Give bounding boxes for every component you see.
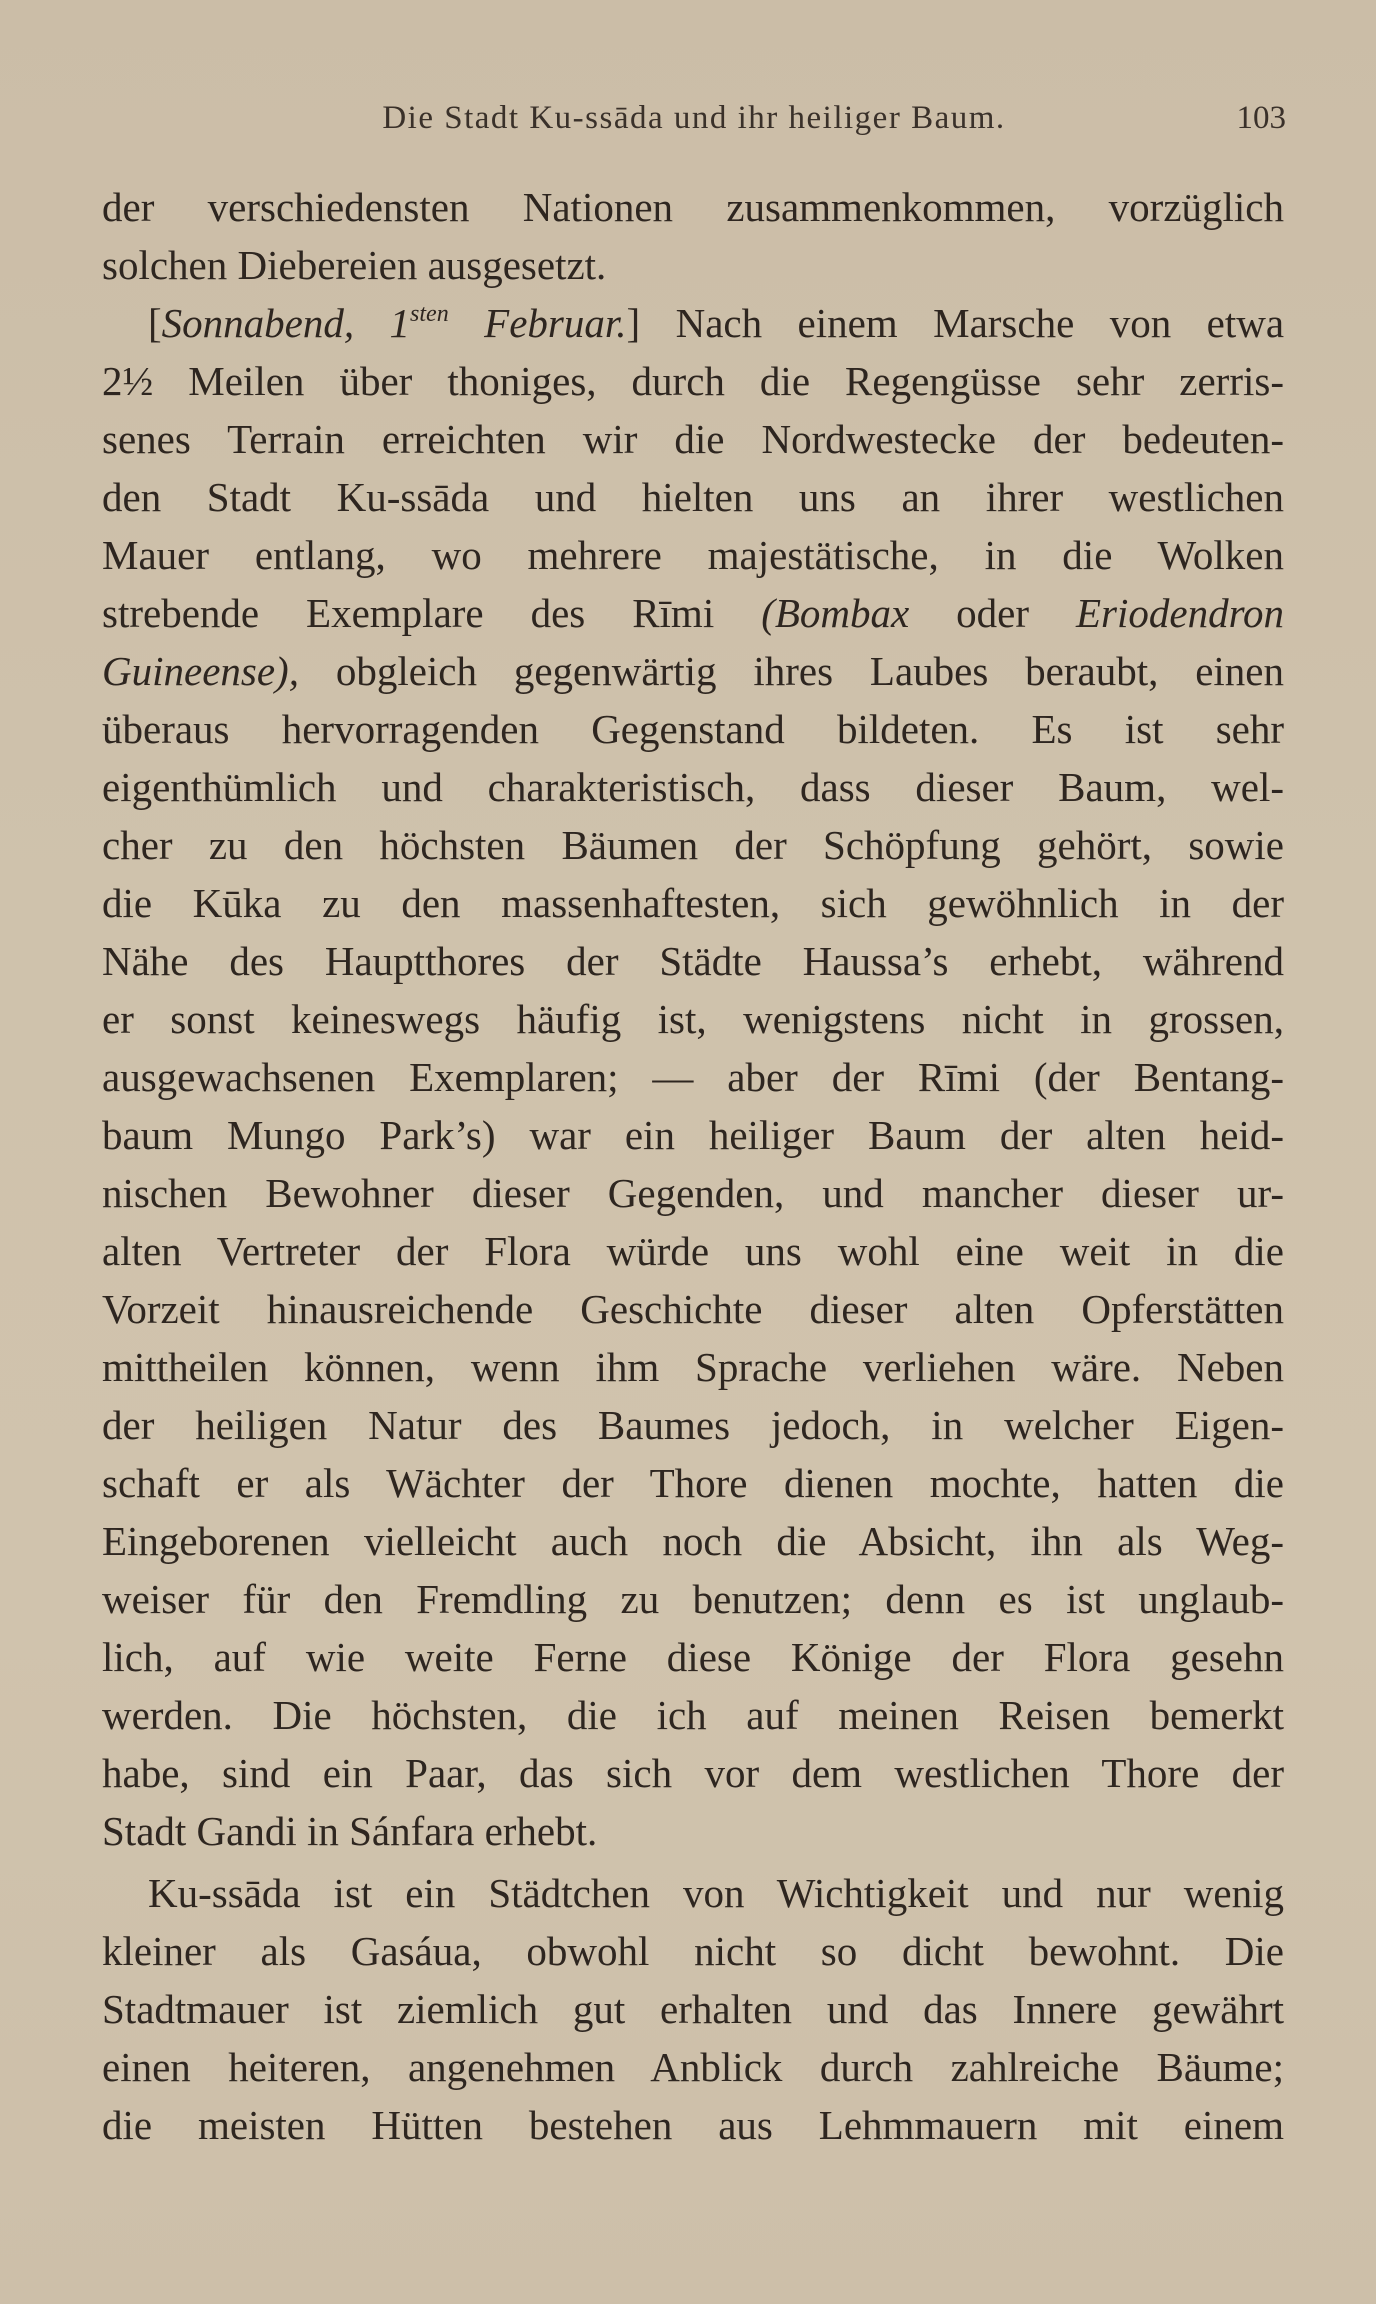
bracket-open: [ <box>148 300 162 346</box>
text-line: ausgewachsenen Exemplaren; — aber der Rīmi (der Bentang- <box>102 1054 1284 1100</box>
text-line: überaus hervorragenden Gegenstand bildeten. Es ist sehr <box>102 706 1284 752</box>
ordinal-suffix: sten <box>410 301 449 327</box>
text-line: eigenthümlich und charakteristisch, dass dieser Baum, wel- <box>102 764 1284 810</box>
running-title: Die Stadt Ku-ssāda und ihr heiliger Baum. <box>382 100 1006 136</box>
italic-botanical-name: Eriodendron <box>1075 590 1285 636</box>
text-line: nischen Bewohner dieser Gegenden, und mancher dieser ur- <box>102 1170 1284 1216</box>
text-line: lich, auf wie weite Ferne diese Könige der Flora gesehn <box>102 1634 1284 1680</box>
text-line: die meisten Hütten bestehen aus Lehmmauern mit einem <box>102 2102 1284 2148</box>
italic-date-month: Februar. <box>484 300 627 346</box>
text-line: cher zu den höchsten Bäumen der Schöpfung gehört, sowie <box>102 822 1284 868</box>
text-line: Nähe des Hauptthores der Städte Haussa’s erhebt, während <box>102 938 1284 984</box>
text-line: er sonst keineswegs häufig ist, wenigstens nicht in grossen, <box>102 996 1284 1042</box>
text-line <box>102 642 1284 700</box>
text-line: der verschiedensten Nationen zusammenkommen, vorzüglich <box>102 184 1284 230</box>
text-line: kleiner als Gasáua, obwohl nicht so dicht bewohnt. Die <box>102 1928 1284 1974</box>
text-line: baum Mungo Park’s) war ein heiliger Baum der alten heid- <box>102 1112 1284 1158</box>
text-line: schaft er als Wächter der Thore dienen mochte, hatten die <box>102 1460 1284 1506</box>
text-line: Stadt Gandi in Sánfara erhebt. <box>102 1808 598 1854</box>
text-run: obgleich gegenwärtig ihres Laubes beraubt, einen <box>298 648 1284 694</box>
text-run: strebende Exemplare des Rīmi <box>102 590 762 636</box>
text-line: alten Vertreter der Flora würde uns wohl eine weit in die <box>102 1228 1284 1274</box>
text-line: 2½ Meilen über thoniges, durch die Regengüsse sehr zerris- <box>102 358 1284 404</box>
text-line: Stadtmauer ist ziemlich gut erhalten und das Innere gewährt <box>102 1986 1284 2032</box>
text-line: Vorzeit hinausreichende Geschichte dieser alten Opferstätten <box>102 1286 1284 1332</box>
text-line <box>102 584 1284 642</box>
text-line: Mauer entlang, wo mehrere majestätische, in die Wolken <box>102 532 1284 578</box>
italic-date-day: Sonnabend, <box>161 300 355 346</box>
text-line: habe, sind ein Paar, das sich vor dem westlichen Thore der <box>102 1750 1284 1796</box>
text-run: ] Nach einem Marsche von etwa <box>626 300 1285 346</box>
body-text <box>102 178 1284 2154</box>
text-line: mittheilen können, wenn ihm Sprache verliehen wäre. Neben <box>102 1344 1284 1390</box>
text-line: Eingeborenen vielleicht auch noch die Absicht, ihn als Weg- <box>102 1518 1284 1564</box>
page-header <box>102 100 1286 150</box>
text-line: solchen Diebereien ausgesetzt. <box>102 242 607 288</box>
text-line: den Stadt Ku-ssāda und hielten uns an ihrer westlichen <box>102 474 1284 520</box>
italic-botanical-name: (Bombax <box>761 590 910 636</box>
text-line: senes Terrain erreichten wir die Nordwestecke der bedeuten- <box>102 416 1284 462</box>
italic-botanical-name: Guineense), <box>102 648 299 694</box>
text-line: einen heiteren, angenehmen Anblick durch zahlreiche Bäume; <box>102 2044 1284 2090</box>
ordinal-number: 1 <box>389 300 411 346</box>
text-line: Ku-ssāda ist ein Städtchen von Wichtigkeit und nur wenig <box>148 1870 1284 1916</box>
text-run: oder <box>909 590 1076 636</box>
page-number: 103 <box>1236 100 1286 136</box>
text-line: weiser für den Fremdling zu benutzen; denn es ist unglaub- <box>102 1576 1284 1622</box>
italic-date-ordinal <box>390 300 449 346</box>
text-line: die Kūka zu den massenhaftesten, sich gewöhnlich in der <box>102 880 1284 926</box>
text-line: werden. Die höchsten, die ich auf meinen Reisen bemerkt <box>102 1692 1284 1738</box>
text-line: der heiligen Natur des Baumes jedoch, in welcher Eigen- <box>102 1402 1284 1448</box>
text-line <box>102 294 1284 352</box>
